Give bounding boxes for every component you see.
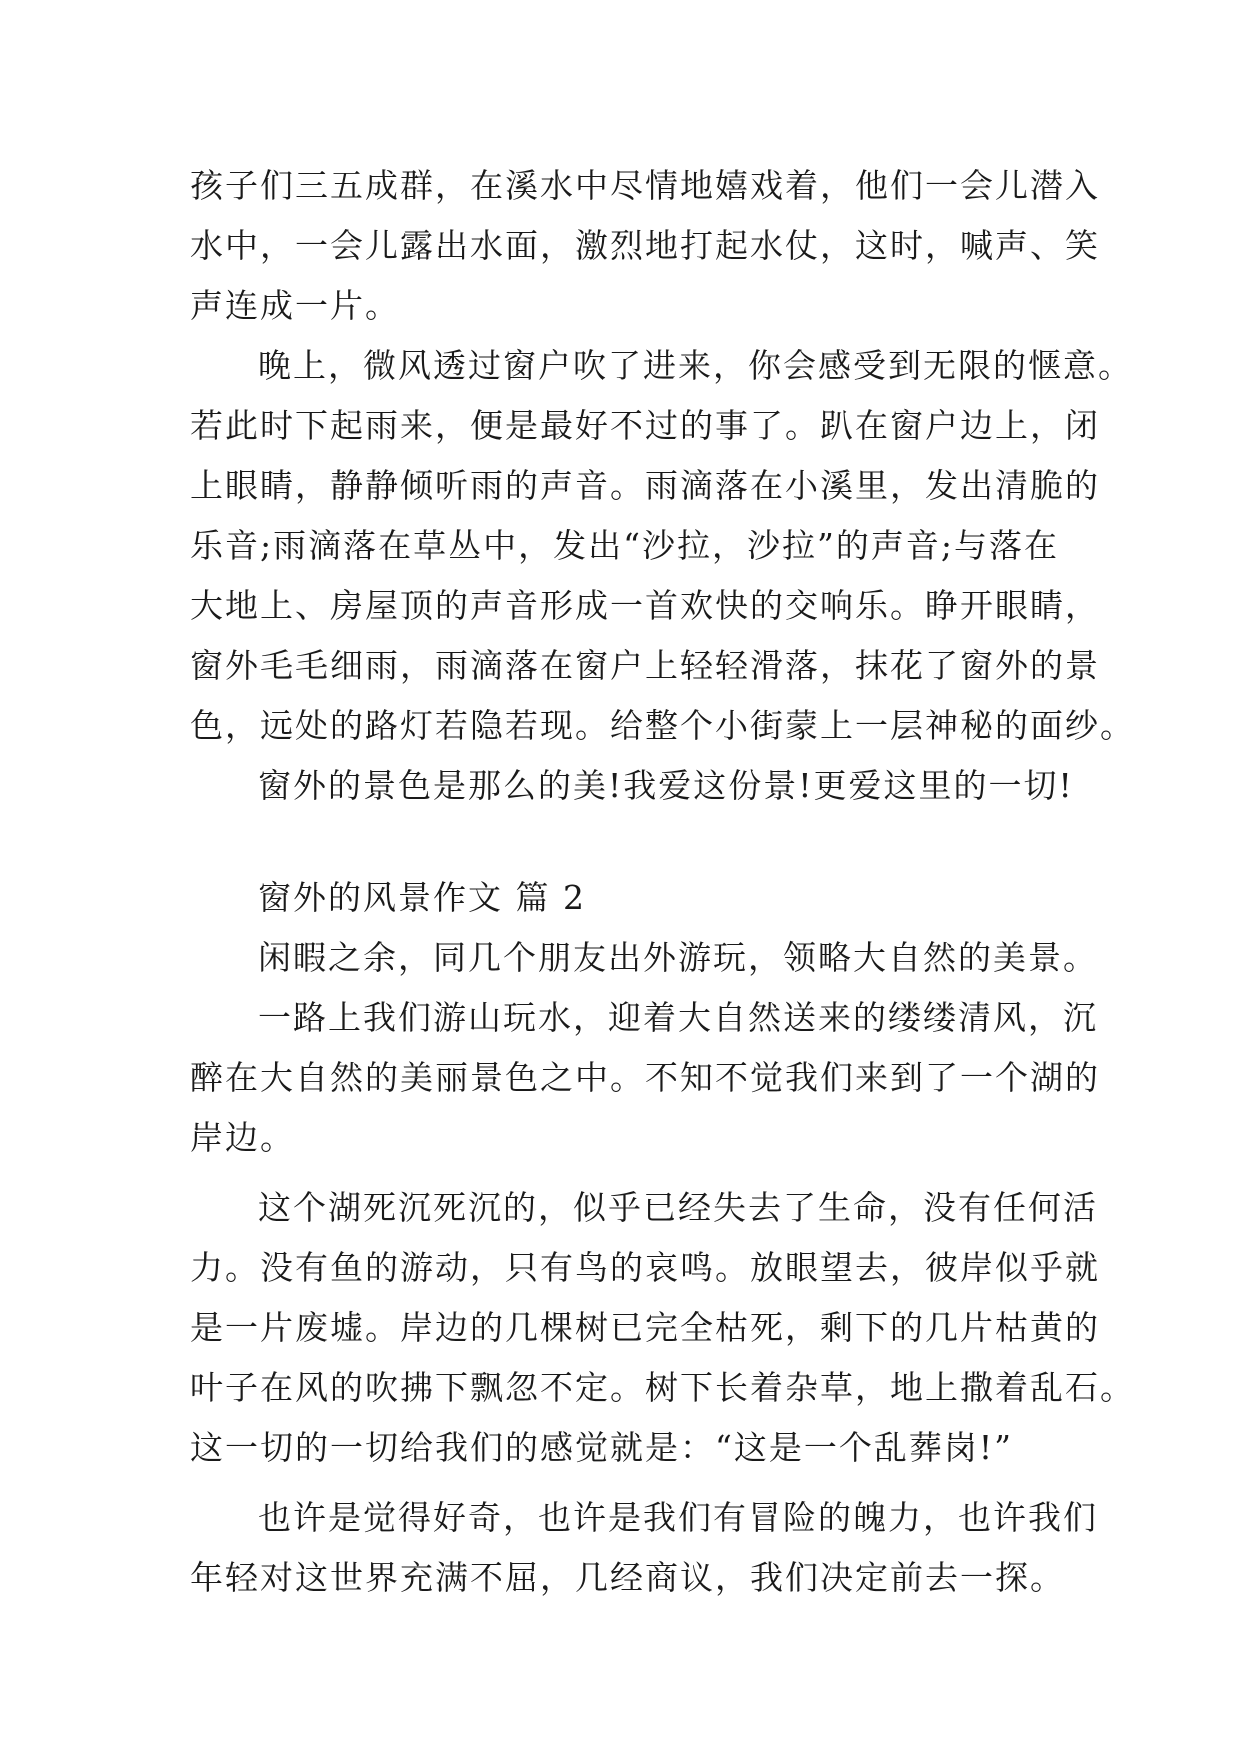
paragraph-line: 晚上，微风透过窗户吹了进来，你会感受到无限的惬意。 [258, 346, 1133, 385]
paragraph-line: 上眼睛，静静倾听雨的声音。雨滴落在小溪里，发出清脆的 [190, 466, 1100, 505]
paragraph-line: 乐音;雨滴落在草丛中，发出“沙拉，沙拉”的声音;与落在 [190, 526, 1059, 565]
paragraph-line: 窗外毛毛细雨，雨滴落在窗户上轻轻滑落，抹花了窗外的景 [190, 646, 1100, 685]
paragraph-line: 这个湖死沉死沉的，似乎已经失去了生命，没有任何活 [258, 1188, 1098, 1227]
paragraph-line: 大地上、房屋顶的声音形成一首欢快的交响乐。睁开眼睛， [190, 586, 1100, 625]
paragraph-line: 孩子们三五成群，在溪水中尽情地嬉戏着，他们一会儿潜入 [190, 166, 1100, 205]
paragraph-line: 醉在大自然的美丽景色之中。不知不觉我们来到了一个湖的 [190, 1058, 1100, 1097]
section-heading: 窗外的风景作文 篇 2 [258, 878, 586, 917]
paragraph-line: 闲暇之余，同几个朋友出外游玩，领略大自然的美景。 [258, 938, 1098, 977]
paragraph-line: 年轻对这世界充满不屈，几经商议，我们决定前去一探。 [190, 1558, 1065, 1597]
paragraph-line: 窗外的景色是那么的美!我爱这份景!更爱这里的一切! [258, 766, 1074, 805]
paragraph-line: 也许是觉得好奇，也许是我们有冒险的魄力，也许我们 [258, 1498, 1098, 1537]
paragraph-line: 是一片废墟。岸边的几棵树已完全枯死，剩下的几片枯黄的 [190, 1308, 1100, 1347]
paragraph-line: 一路上我们游山玩水，迎着大自然送来的缕缕清风，沉 [258, 998, 1098, 1037]
paragraph-line: 色，远处的路灯若隐若现。给整个小街蒙上一层神秘的面纱。 [190, 706, 1135, 745]
paragraph-line: 岸边。 [190, 1118, 295, 1157]
paragraph-line: 若此时下起雨来，便是最好不过的事了。趴在窗户边上，闭 [190, 406, 1100, 445]
paragraph-line: 声连成一片。 [190, 286, 400, 325]
paragraph-line: 这一切的一切给我们的感觉就是：“这是一个乱葬岗!” [190, 1428, 1014, 1467]
paragraph-line: 水中，一会儿露出水面，激烈地打起水仗，这时，喊声、笑 [190, 226, 1100, 265]
paragraph-line: 力。没有鱼的游动，只有鸟的哀鸣。放眼望去，彼岸似乎就 [190, 1248, 1100, 1287]
paragraph-line: 叶子在风的吹拂下飘忽不定。树下长着杂草，地上撒着乱石。 [190, 1368, 1135, 1407]
